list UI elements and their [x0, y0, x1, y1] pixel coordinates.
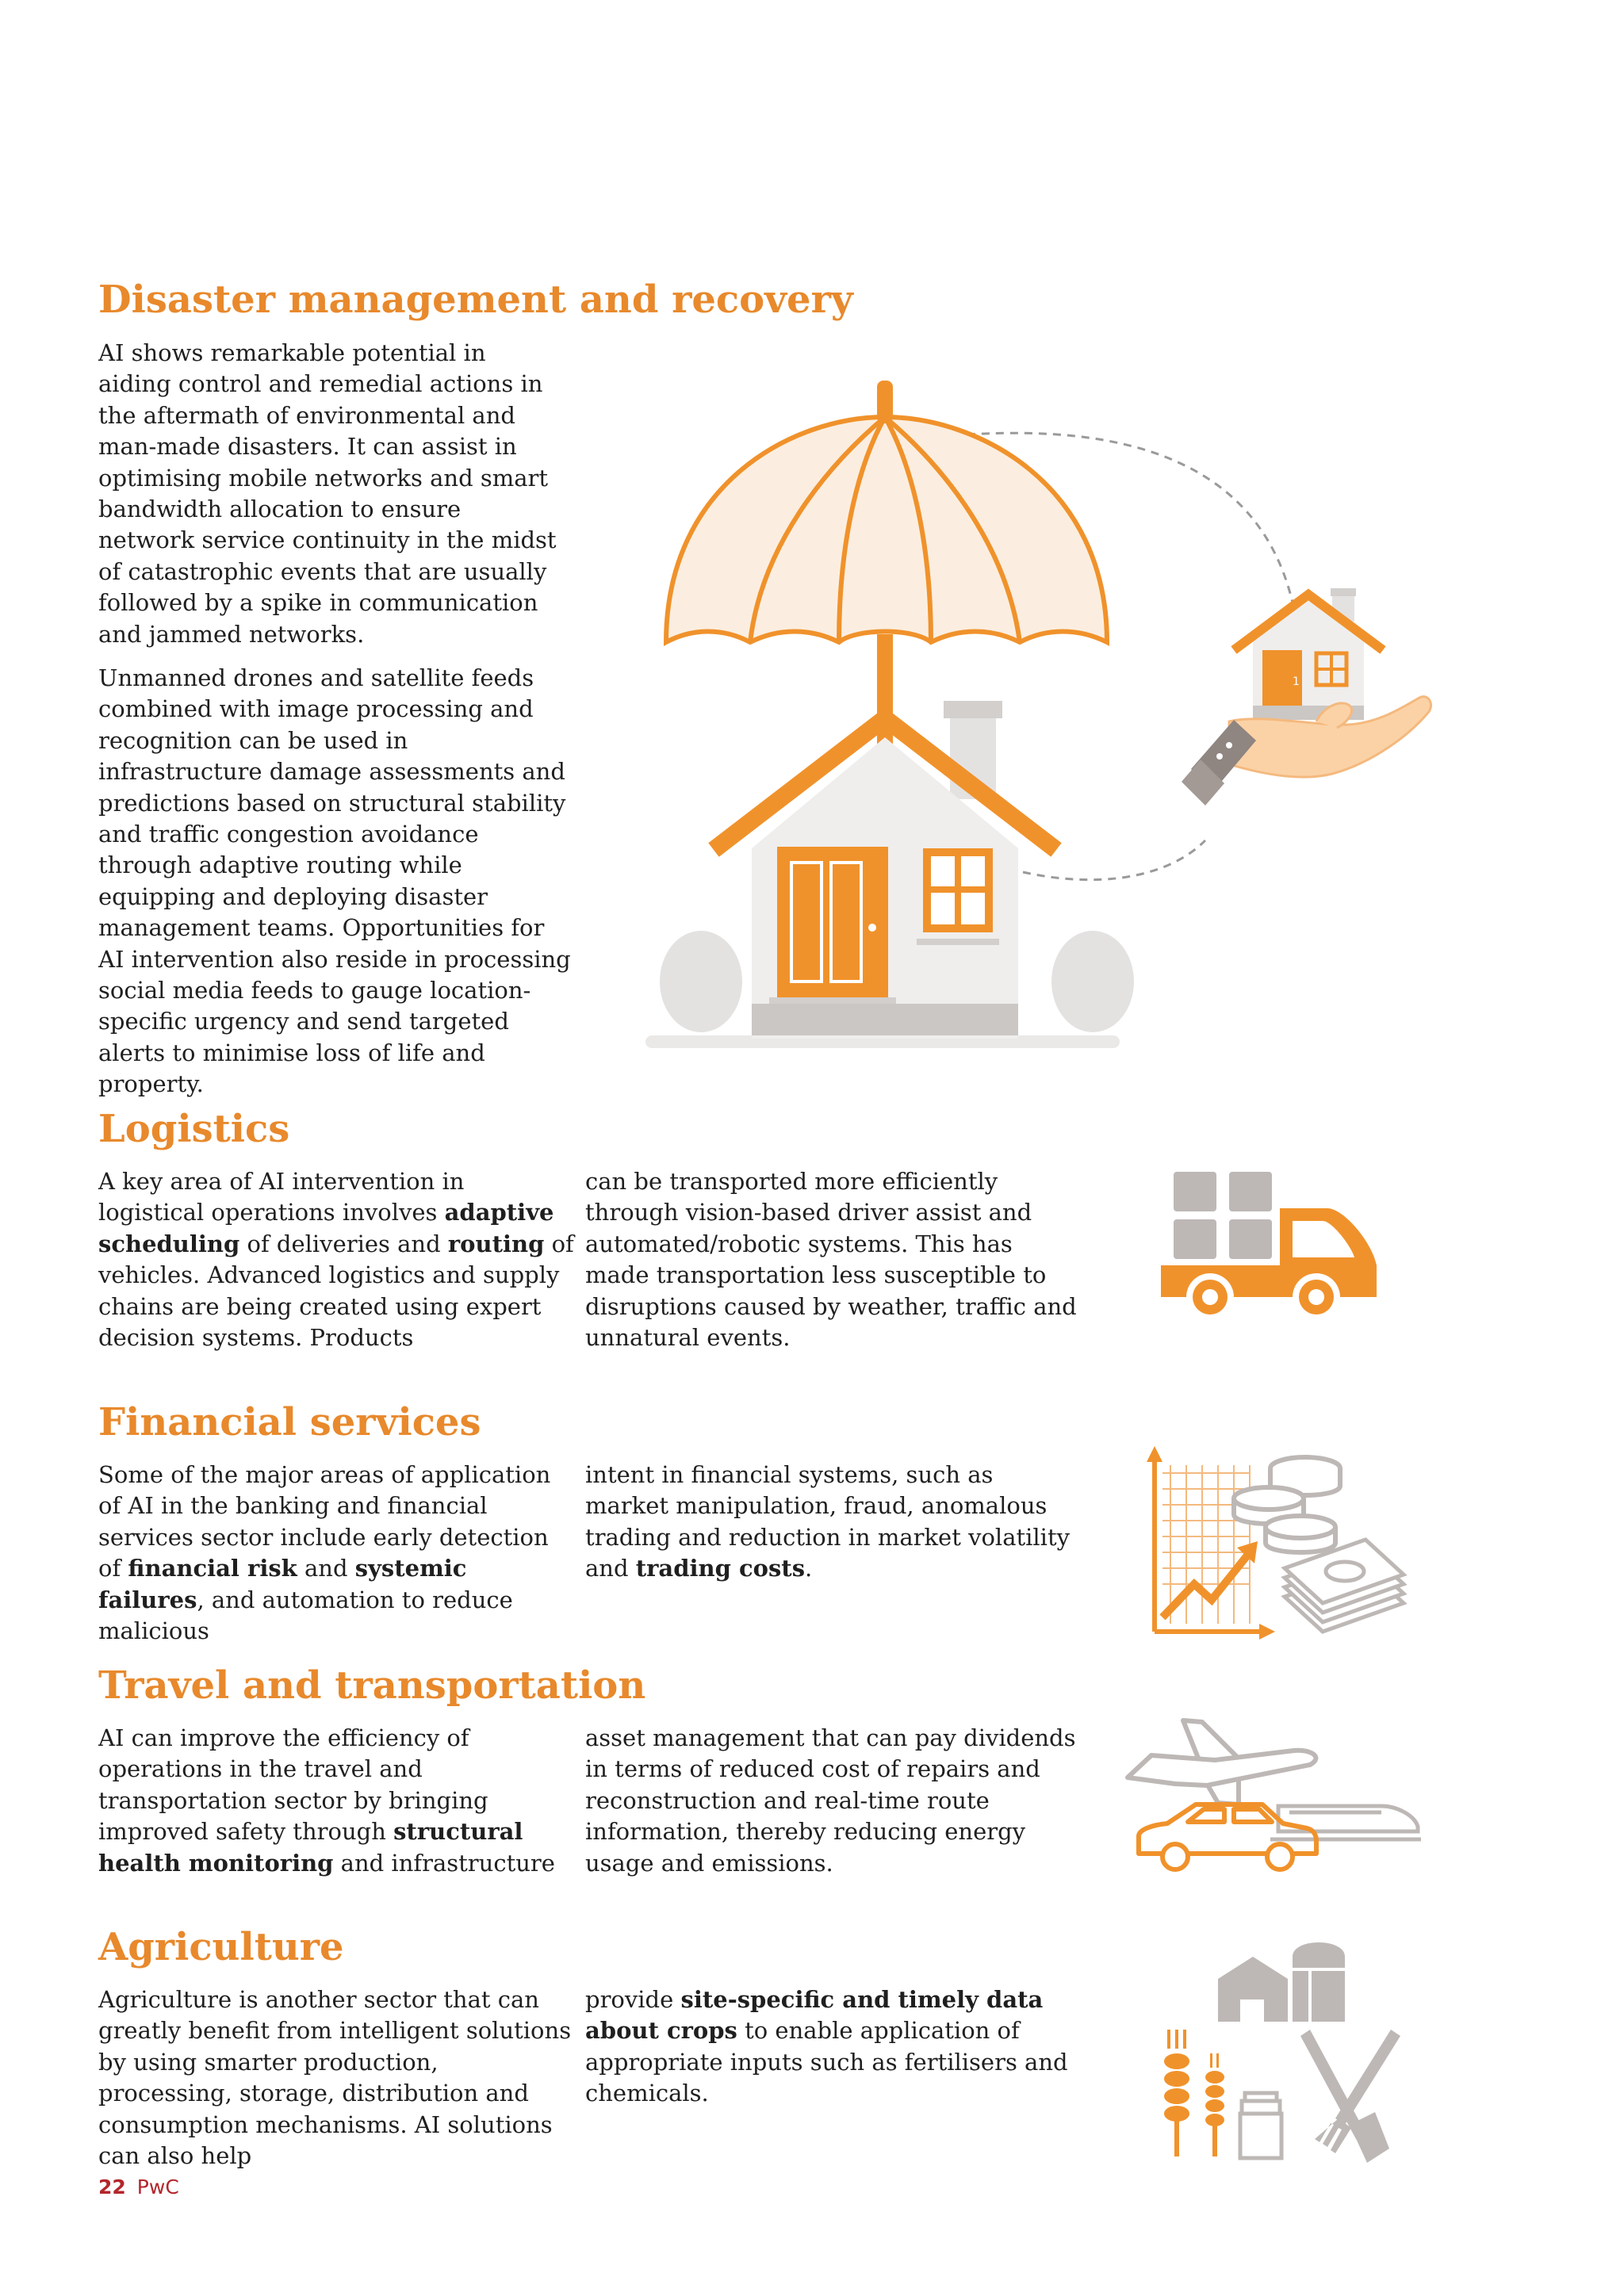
agriculture-col-1: Agriculture is another sector that can greatly benefit from intelligent solutions by using smarter production, processing, storage, distribution and consumption mechanisms. AI solutions can also help [98, 1986, 572, 2170]
milk-carton-icon [1240, 2093, 1281, 2158]
logistics-col-1: A key area of AI intervention in logistical operations involves adaptive scheduling of deliveries and routing of vehicles. Advanced logistics and supply chains are being created using expert decision systems. Products [98, 1168, 574, 1352]
footer-brand: PwC [136, 2175, 179, 2198]
agriculture-icons [1151, 1934, 1413, 2164]
silo-icon [1293, 1942, 1345, 2022]
logistics-heading: Logistics [98, 1107, 290, 1151]
airplane-icon [1128, 1720, 1316, 1804]
logistics-col-2: can be transported more efficiently through vision-based driver assist and automated/robotic systems. This has made transportation less susceptible to disruptions caused by weather, traffic and unnatural events. [585, 1168, 1077, 1352]
disaster-heading: Disaster management and recovery [98, 277, 853, 322]
page-number: 22 [98, 2175, 126, 2198]
finance-chart-icon [1139, 1441, 1416, 1647]
svg-text:1: 1 [1293, 675, 1300, 688]
agriculture-col-2: provide site-specific and timely data about crops to enable application of appropriate inputs such as fertilisers and chemicals. [585, 1986, 1068, 2107]
financial-col-2: intent in financial systems, such as market manipulation, fraud, anomalous trading and reduction in market volatility and trading costs. [585, 1461, 1070, 1582]
train-icon [1270, 1806, 1421, 1839]
travel-heading: Travel and transportation [98, 1663, 646, 1708]
disaster-paragraph-2: Unmanned drones and satellite feeds combined with image processing and recognition can be used in infrastructure damage assessments and predictions based on structural stability and traffic congestion avoidance through adaptive routing while equipping and deploying disaster management teams. Opportunities for AI intervention also reside in processing social media feeds to gauge location-specific urgency and send targeted alerts to minimise loss of life and property. [98, 664, 571, 1098]
financial-col-1: Some of the major areas of application of AI in the banking and financial services sector include early detection of financial risk and systemic failures, and automation to reduce malicious [98, 1461, 551, 1645]
disaster-paragraph-1: AI shows remarkable potential in aiding control and remedial actions in the aftermath of environmental and man-made disasters. It can assist in optimising mobile networks and smart bandwidth allocation to ensure network service continuity in the midst of catastrophic events that are usually followed by a spike in communication and jammed networks. [98, 339, 557, 648]
barn-icon [1218, 1957, 1288, 2022]
delivery-truck-icon [1161, 1170, 1383, 1329]
shovel-icon [1300, 2030, 1389, 2163]
financial-heading: Financial services [98, 1400, 481, 1445]
travel-col-2: asset management that can pay dividends in terms of reduced cost of repairs and reconstruction and real-time route information, thereby reducing energy usage and emissions. [585, 1724, 1076, 1877]
wheat-icon [1164, 2030, 1224, 2156]
travel-icons [1120, 1716, 1429, 1882]
page-footer [98, 2175, 179, 2198]
travel-col-1: AI can improve the efficiency of operations in the travel and transportation sector by bringing improved safety through structural health monitoring and infrastructure [98, 1724, 555, 1877]
agriculture-heading: Agriculture [98, 1925, 344, 1969]
hand-house-icon [1158, 587, 1435, 856]
